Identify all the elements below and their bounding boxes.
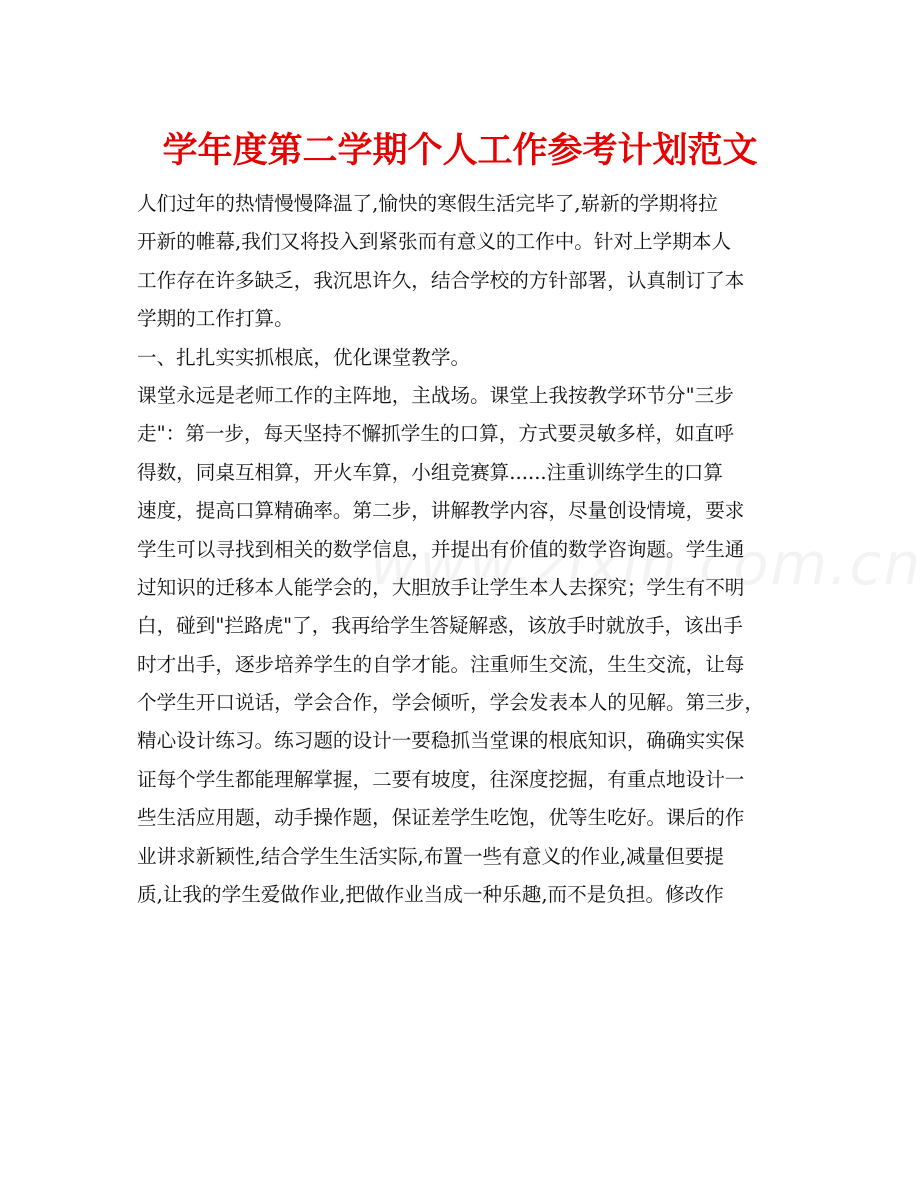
text-line: 人们过年的热情慢慢降温了,愉快的寒假生活完毕了,崭新的学期将拉 [137,192,718,215]
text-line: 质,让我的学生爱做作业,把做作业当成一种乐趣,而不是负担。修改作 [137,883,724,907]
text-line: 学生可以寻找到相关的数学信息，并提出有价值的数学咨询题。学生通 [137,537,745,561]
text-line: 时才出手，逐步培养学生的自学才能。注重师生交流，生生交流，让每 [137,652,745,676]
text-line: 一、扎扎实实抓根底，优化课堂教学。 [137,345,471,369]
text-line: 得数，同桌互相算，开火车算，小组竞赛算......注重训练学生的口算 [137,460,723,484]
text-line: 过知识的迁移本人能学会的，大胆放手让学生本人去探究；学生有不明 [137,575,745,599]
text-line: 证每个学生都能理解掌握，二要有坡度，往深度挖掘，有重点地设计一 [137,767,745,791]
paragraph-classroom [137,377,787,914]
text-line: 工作存在许多缺乏，我沉思许久，结合学校的方针部署，认真制订了本 [137,268,745,292]
text-line: 个学生开口说话，学会合作，学会倾听，学会发表本人的见解。第三步， [137,691,764,715]
text-line: 白，碰到"拦路虎"了，我再给学生答疑解惑，该放手时就放手，该出手 [137,614,743,638]
text-line: 速度，提高口算精确率。第二步，讲解教学内容，尽量创设情境，要求 [137,499,745,523]
text-line: 走"：第一步，每天坚持不懈抓学生的口算，方式要灵敏多样，如直呼 [137,422,734,446]
paragraph-intro [137,185,787,339]
text-line: 开新的帷幕,我们又将投入到紧张而有意义的工作中。针对上学期本人 [137,230,732,254]
text-line: 业讲求新颖性,结合学生生活实际,布置一些有意义的作业,减量但要提 [137,844,724,868]
section-heading [137,339,787,377]
text-line: 精心设计练习。练习题的设计一要稳抓当堂课的根底知识，确确实实保 [137,729,745,753]
text-line: 些生活应用题，动手操作题，保证差学生吃饱，优等生吃好。课后的作 [137,806,745,830]
document-title: 学年度第二学期个人工作参考计划范文 [162,131,758,171]
text-line: 课堂永远是老师工作的主阵地，主战场。课堂上我按教学环节分"三步 [137,383,734,407]
document-body [137,185,787,914]
text-line: 学期的工作打算。 [137,307,294,331]
